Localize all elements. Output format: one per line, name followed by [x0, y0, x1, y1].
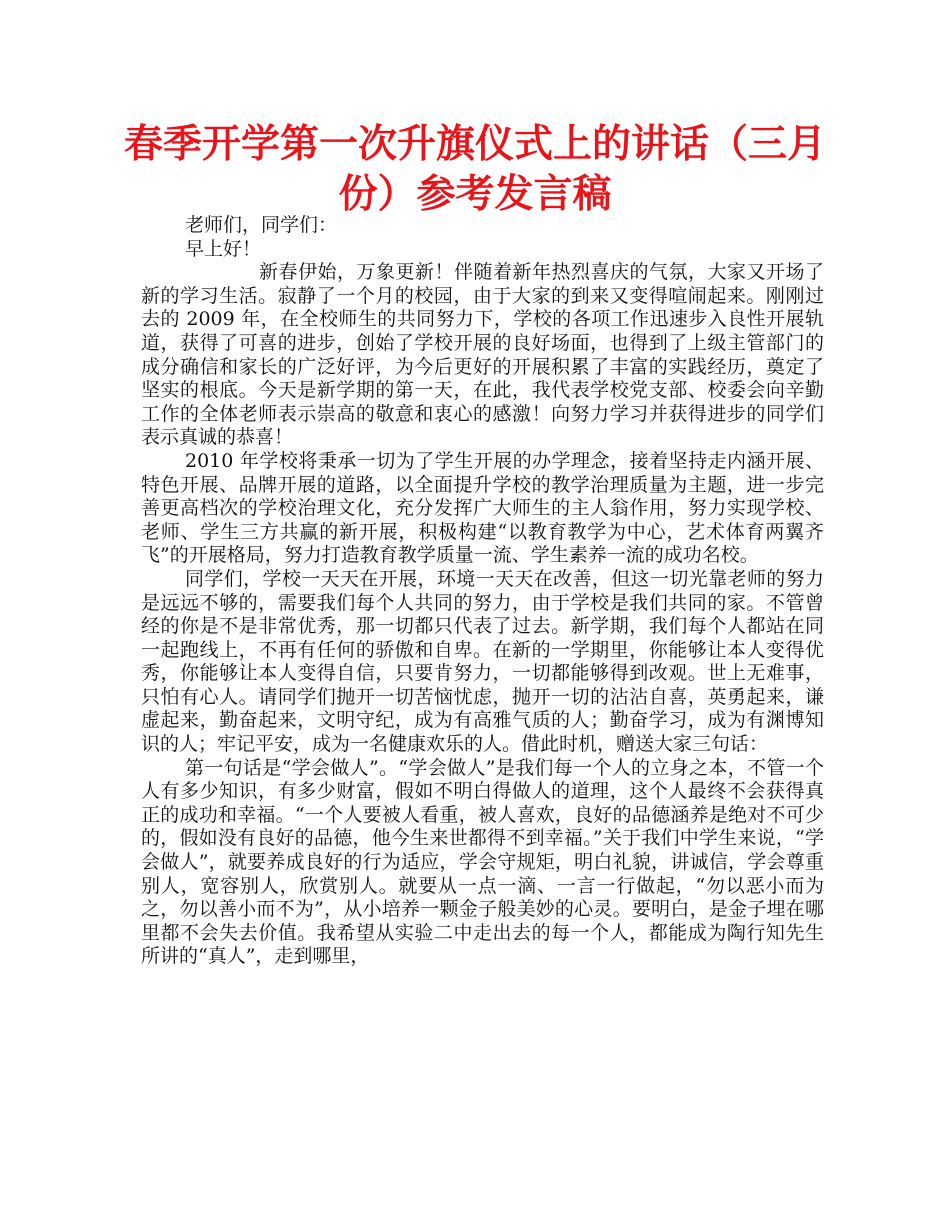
- paragraph-1: 新春伊始，万象更新！伴随着新年热烈喜庆的气氛，大家又开场了新的学习生活。寂静了一个月的校园，由于大家的到来又变得喧闹起来。刚刚过去的 2009 年，在全校师生的共同努力下，学校的各项工作迅速步入良性开展轨道，获得了可喜的进步，创始了学校开展的良好场面，也得到了上级主管部门的成分确信和家长的广泛好评，为今后更好的开展积累了丰富的实践经历，奠定了坚实的根底。今天是新学期的第一天，在此，我代表学校党支部、校委会向辛勤工作的全体老师表示崇高的敬意和衷心的感激！向努力学习并获得进步的同学们表示真诚的恭喜！: [141, 261, 824, 449]
- document-body: [141, 214, 824, 969]
- salutation-line: 早上好！: [185, 237, 262, 260]
- document-title: 春季开学第一次升旗仪式上的讲话（三月份）参考发言稿: [123, 122, 826, 217]
- greeting-line: 老师们，同学们：: [185, 214, 338, 236]
- paragraph-4: 第一句话是“学会做人”。“学会做人”是我们每一个人的立身之本，不管一个人有多少知识，有多少财富，假如不明白得做人的道理，这个人最终不会获得真正的成功和幸福。“一个人要被人看重，被人喜欢，良好的品德涵养是绝对不可少的，假如没有良好的品德，他今生来世都得不到幸福。”关于我们中学生来说，“学会做人”，就要养成良好的行为适应，学会守规矩，明白礼貌，讲诚信，学会尊重别人，宽容别人，欣赏别人。就要从一点一滴、一言一行做起，“勿以恶小而为之，勿以善小而不为”，从小培养一颗金子般美妙的心灵。要明白，是金子埋在哪里都不会失去价值。我希望从实验二中走出去的每一个人，都能成为陶行知先生所讲的“真人”，走到哪里，: [141, 756, 824, 968]
- paragraph-2: 2010 年学校将秉承一切为了学生开展的办学理念，接着坚持走内涵开展、特色开展、品牌开展的道路，以全面提升学校的教学治理质量为主题，进一步完善更高档次的学校治理文化，充分发挥广大师生的主人翁作用，努力实现学校、老师、学生三方共赢的新开展，积极构建“以教育教学为中心，艺术体育两翼齐飞”的开展格局，努力打造教育教学质量一流、学生素养一流的成功名校。: [141, 449, 824, 567]
- paragraph-3: 同学们，学校一天天在开展，环境一天天在改善，但这一切光靠老师的努力是远远不够的，需要我们每个人共同的努力，由于学校是我们共同的家。不管曾经的你是不是非常优秀，那一切都只代表了过去。新学期，我们每个人都站在同一起跑线上，不再有任何的骄傲和自卑。在新的一学期里，你能够让本人变得优秀，你能够让本人变得自信，只要肯努力，一切都能够得到改观。世上无难事，只怕有心人。请同学们抛开一切苦恼忧虑，抛开一切的沾沾自喜，英勇起来，谦虚起来，勤奋起来，文明守纪，成为有高雅气质的人；勤奋学习，成为有渊博知识的人；牢记平安，成为一名健康欢乐的人。借此时机，赠送大家三句话：: [141, 567, 824, 756]
